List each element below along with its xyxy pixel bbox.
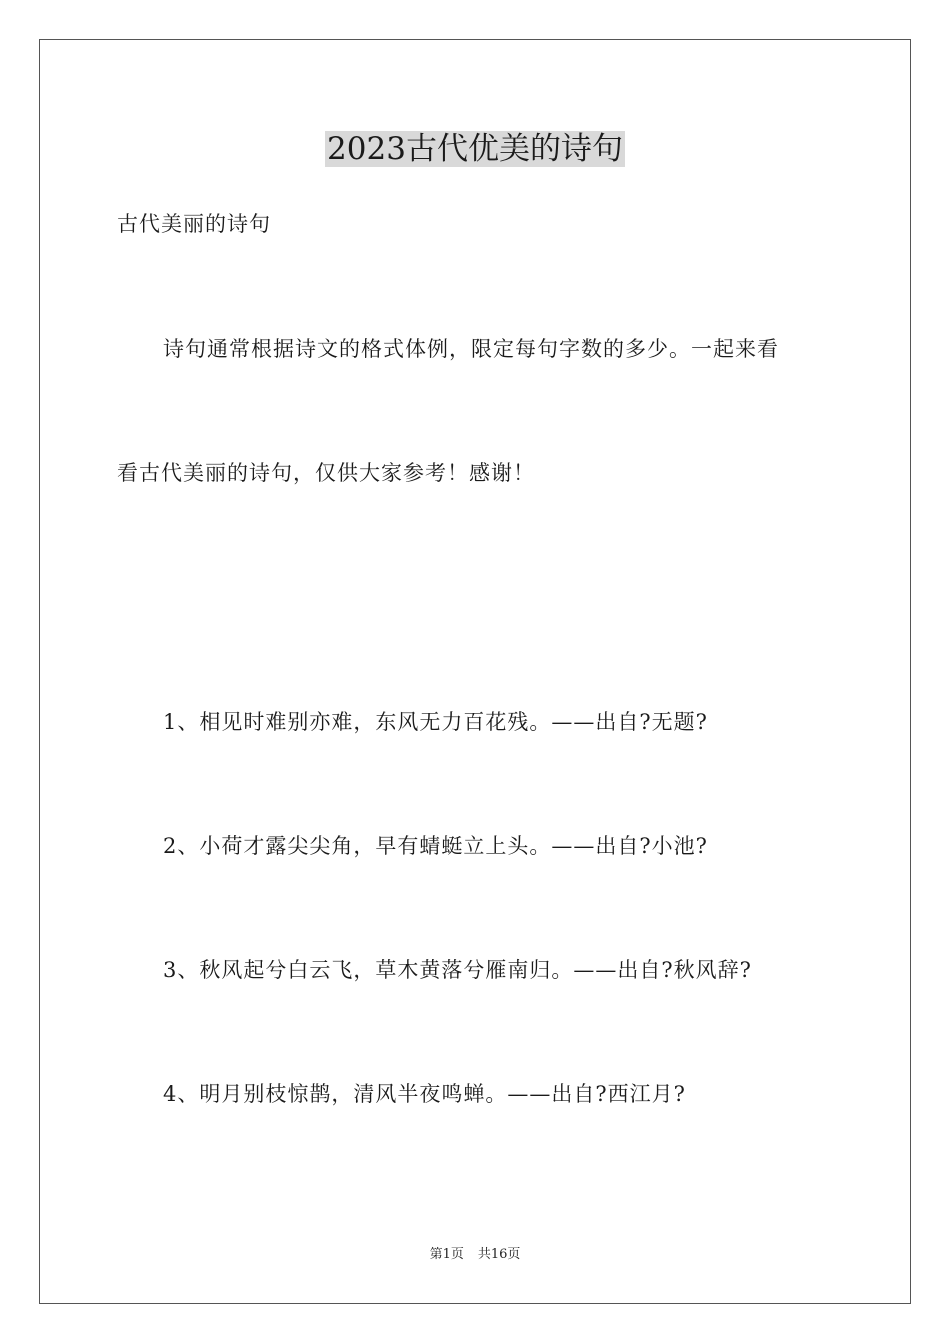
page-footer (0, 1246, 950, 1264)
poem-line-4: 4、明月别枝惊鹊，清风半夜鸣蝉。——出自?西江月? (163, 1082, 686, 1106)
page-total: 共16页 (477, 1247, 521, 1262)
poem-line-1: 1、相见时难别亦难，东风无力百花残。——出自?无题? (163, 710, 708, 734)
document-title (0, 128, 950, 170)
poem-line-3: 3、秋风起兮白云飞，草木黄落兮雁南归。——出自?秋风辞? (163, 958, 752, 982)
document-subtitle: 古代美丽的诗句 (117, 212, 271, 236)
page-number: 第1页 (429, 1247, 464, 1262)
poem-line-2: 2、小荷才露尖尖角，早有蜻蜓立上头。——出自?小池? (163, 834, 708, 858)
document-title-text: 2023古代优美的诗句 (327, 131, 623, 167)
intro-paragraph-line-1: 诗句通常根据诗文的格式体例，限定每句字数的多少。一起来看 (163, 337, 779, 361)
intro-paragraph-line-2: 看古代美丽的诗句，仅供大家参考！感谢！ (117, 461, 535, 485)
